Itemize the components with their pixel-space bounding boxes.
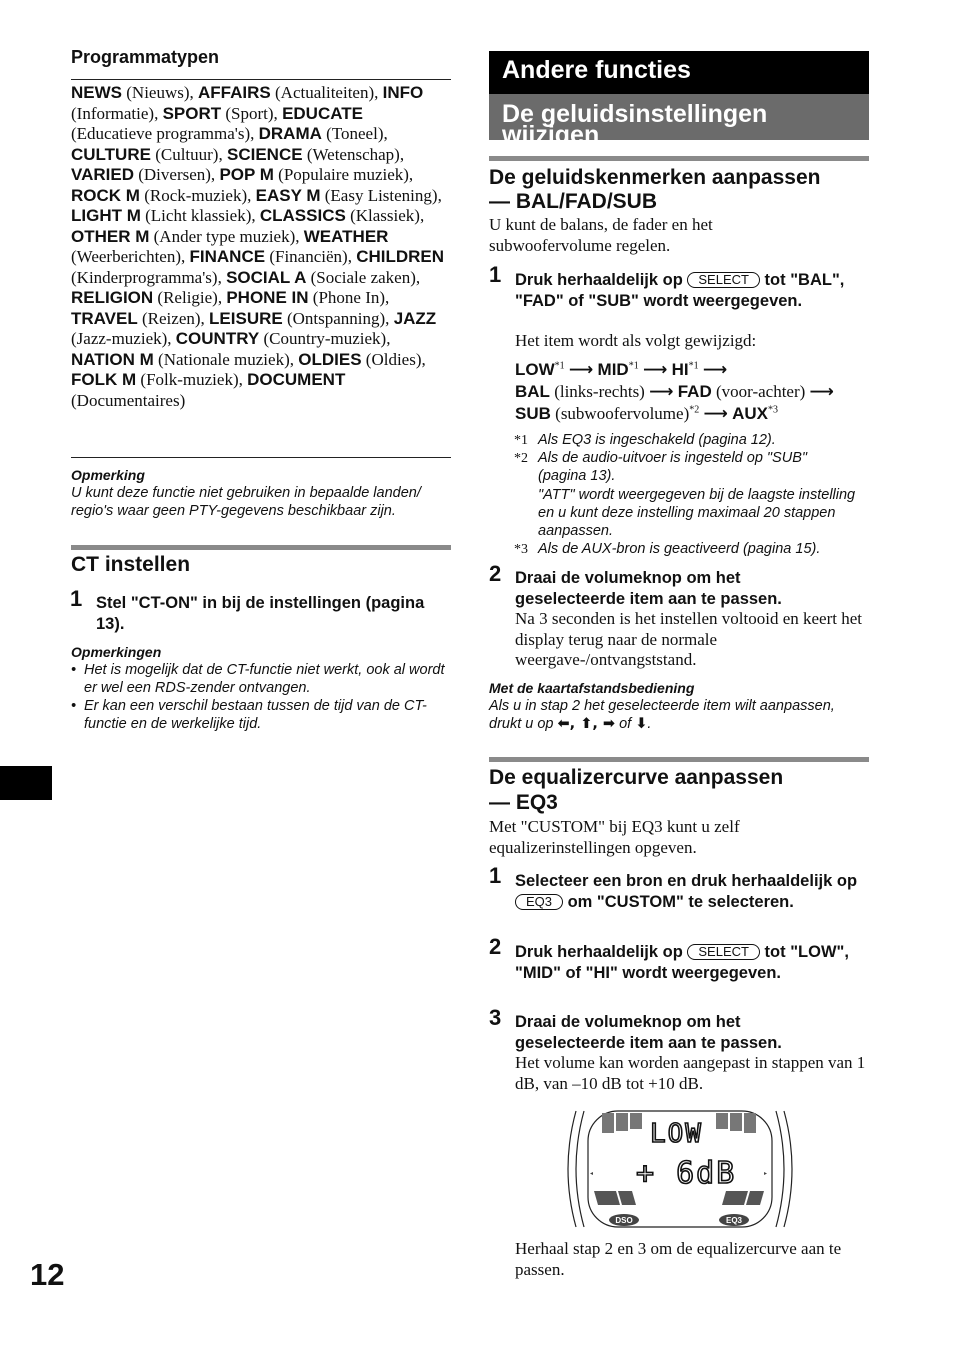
arrow-right-icon: ⟶ [568,360,594,380]
seq-mark: *1 [554,360,565,372]
sec2-heading-line1: De equalizercurve aanpassen [489,766,784,789]
step-number: 1 [70,586,83,611]
card-text-a: Als u in stap 2 het geselecteerde item wilt aanpassen, drukt u op [489,698,835,732]
seq-low: LOW [515,360,555,379]
step-text: tot "BAL", "FAD" of "SUB" wordt weergegeven. [515,271,845,310]
step-number: 2 [489,561,502,586]
seq-mark: *1 [628,360,639,372]
seq-sub: SUB [515,404,551,423]
closing-text: Herhaal stap 2 en 3 om de equalizercurve aan te passen. [515,1239,842,1279]
card-title: Met de kaartafstandsbediening [489,680,695,696]
svg-text:◂: ◂ [590,1170,594,1177]
programme-type-description: (Religie), [153,288,227,307]
programme-type-description: (Kinderprogramma's), [71,267,227,287]
page-number: 12 [30,1257,65,1292]
programme-type-description: (Educatieve programma's), [71,124,259,143]
seq-desc: (subwoofervolume) [550,404,690,423]
programme-type-description: (Actualiteiten), [270,83,383,102]
note-item: Er kan een verschil bestaan tussen de tijd van de CT-functie en de werkelijke tijd. [84,698,427,732]
section-rule [71,545,451,550]
programme-type-code: RELIGION [71,288,154,307]
programme-type-description: (Documentaires) [71,390,186,410]
programme-type-code: TRAVEL [71,308,138,328]
bullet: • [71,662,77,678]
programme-type-code: POP M [219,165,274,184]
seq-fad: FAD [677,382,712,401]
chapter-banner [489,51,869,94]
programme-type-code: COUNTRY [175,329,260,348]
programme-type-description: (Reizen), [137,308,210,328]
step-text: Druk herhaaldelijk op [515,943,688,961]
step-1-sub: Het item wordt als volgt gewijzigd: [515,331,757,350]
programme-type-code: OTHER M [71,226,150,246]
note-text: U kunt deze functie niet gebruiken in bepaalde landen/ regio's waar geen PTY-gegevens beschikbaar zijn. [71,485,421,519]
display-illustration [566,1107,794,1231]
programme-type-description: (Rock-muziek), [139,185,256,205]
card-text-of: of [615,716,636,732]
sec1-heading-line1: De geluidskenmerken aanpassen [489,166,821,189]
programme-type-description: (Nieuws), [122,83,199,102]
step-text: Selecteer een bron en druk herhaaldelijk op [515,872,858,890]
notes-title: Opmerkingen [71,644,162,660]
programme-type-code: SCIENCE [226,144,303,164]
step-number: 1 [489,863,502,888]
seq-mid: MID [597,360,629,379]
footnote-text: Als de audio-uitvoer is ingesteld op "SUB" (pagina 13). [538,450,808,484]
programme-type-description: (Licht klassiek), [140,206,260,225]
sec1-intro: U kunt de balans, de fader en het subwoofervolume regelen. [489,215,713,255]
programme-type-code: LEISURE [209,308,283,328]
programme-type-code: PHONE IN [226,288,309,307]
programme-type-description: (Financiën), [265,247,357,266]
programme-type-code: FINANCE [189,247,266,266]
footnote-mark: *1 [514,433,528,448]
step-number: 2 [489,934,502,959]
programme-type-code: JAZZ [393,308,437,328]
programme-type-description: (Country-muziek), [259,329,391,348]
ct-heading: CT instellen [71,553,191,576]
programme-type-code: INFO [382,83,424,102]
step-2-sub: Na 3 seconden is het instellen voltooid en keert het display terug naar de normale weergave-/ontvangststand. [515,609,862,669]
arrow-right-icon: ⟶ [649,382,674,402]
card-text-end: . [647,716,652,732]
section-rule [489,156,869,161]
programme-type-description: (Cultuur), [150,144,227,164]
select-button: SELECT [687,944,760,960]
bullet: • [71,698,77,714]
programme-type-description: (Diversen), [133,165,220,184]
eq-step-1 [515,871,867,912]
card-text [489,697,869,733]
programme-type-description: (Informatie), [71,103,163,123]
footnote-mark: *2 [514,451,528,466]
svg-text:▸: ▸ [764,1170,768,1177]
programme-type-description: (Jazz-muziek), [71,329,176,348]
step-text: tot "LOW", "MID" of "HI" wordt weergegeven. [515,943,849,982]
select-button: SELECT [687,272,760,288]
programme-type-list [71,83,447,411]
arrow-right-icon: ⟶ [702,360,728,380]
seq-mark: *1 [688,360,699,372]
seq-hi: HI [671,360,689,379]
programme-type-description: (Easy Listening), [320,185,442,205]
step-number: 1 [489,262,502,287]
programme-type-description: (Ontspanning), [282,308,394,328]
eq-step-3: Draai de volumeknop om het geselecteerde item aan te passen. [515,1013,782,1052]
arrow-right-icon: ⟶ [703,404,728,424]
chapter-tab [0,766,52,800]
bal-step-1 [515,270,867,311]
divider [71,457,451,458]
eq3-button: EQ3 [515,894,563,910]
seq-mark: *2 [689,404,700,416]
dso-label: DSO [615,1216,633,1225]
programme-type-code: OLDIES [298,349,362,369]
divider [71,79,451,80]
section-banner [489,94,869,149]
programme-type-description: (Oldies), [361,349,426,369]
section-title: De geluidsinstellingen wijzigen [502,100,768,149]
chapter-title: Andere functies [502,56,691,84]
seq-bal: BAL [515,382,550,401]
programme-type-description: (Weerberichten), [71,247,190,266]
programme-type-code: SPORT [162,103,222,123]
seq-mark: *3 [768,404,779,416]
setting-sequence [515,359,869,425]
programme-type-code: CLASSICS [259,206,346,225]
footnote-text: Als de AUX-bron is geactiveerd (pagina 15). [538,541,821,557]
arrow-right-icon: ⟶ [809,382,834,402]
programme-type-description: (Phone In), [308,288,390,307]
programme-type-description: (Nationale muziek), [153,349,299,369]
eq-step-3-sub: Het volume kan worden aangepast in stappen van 1 dB, van –10 dB tot +10 dB. [515,1053,866,1093]
footnote-text: Als EQ3 is ingeschakeld (pagina 12). [538,432,776,448]
programme-type-description: (Folk-muziek), [136,370,248,389]
step-text: om "CUSTOM" te selecteren. [563,892,794,911]
programme-type-code: WEATHER [303,226,389,246]
step-text: Druk herhaaldelijk op [515,271,688,289]
programme-type-description: (Toneel), [321,124,388,143]
programme-type-code: NEWS [71,83,122,102]
sec1-heading-line2: — BAL/FAD/SUB [489,190,657,213]
seq-aux: AUX [732,404,769,423]
programme-type-description: (Populaire muziek), [273,165,414,184]
arrow-down-icon: ⬇ [635,716,648,732]
bal-step-2: Draai de volumeknop om het geselecteerde item aan te passen. [515,569,782,608]
programme-type-code: EDUCATE [282,103,363,123]
sec2-intro: Met "CUSTOM" bij EQ3 kunt u zelf equalizerinstellingen opgeven. [489,817,740,857]
note-item: Het is mogelijk dat de CT-functie niet werkt, ook al wordt er wel een RDS-zender ontvangen. [84,662,445,696]
programme-type-description: (Sport), [221,103,283,123]
arrow-right-icon: ⟶ [642,360,668,380]
display-line-1: LOW [650,1119,703,1149]
programme-type-description: (Sociale zaken), [306,267,421,287]
programmatypen-heading: Programmatypen [71,47,220,67]
programme-type-code: AFFAIRS [198,83,271,102]
note-title: Opmerking [71,467,145,483]
programme-type-code: DRAMA [258,124,322,143]
footnote-mark: *3 [514,542,528,557]
sec2-heading-line2: — EQ3 [489,791,558,814]
seq-desc: (links-rechts) [549,382,650,401]
eq-step-2 [515,942,867,983]
programme-type-description: (Ander type muziek), [149,226,304,246]
programme-type-code: SOCIAL A [226,267,307,287]
programme-type-code: DOCUMENT [247,370,346,389]
programme-type-code: NATION M [71,349,154,369]
programme-type-code: VARIED [71,165,134,184]
direction-arrows-icon: ⬅, ⬆, ➡ [557,716,616,732]
programme-type-code: LIGHT M [71,206,141,225]
display-line-2: + 6dB [636,1156,737,1191]
programme-type-code: FOLK M [71,370,137,389]
eq3-label: EQ3 [725,1216,743,1225]
seq-desc: (voor-achter) [711,382,810,401]
programme-type-code: CHILDREN [356,247,445,266]
programme-type-code: EASY M [255,185,321,205]
programme-type-description: (Klassiek), [345,206,425,225]
ct-step-1: Stel "CT-ON" in bij de instellingen (pagina 13). [96,594,425,633]
programme-type-code: CULTURE [71,144,151,164]
section-rule [489,757,869,762]
step-number: 3 [489,1005,502,1030]
programme-type-description: (Wetenschap), [302,144,405,164]
programme-type-code: ROCK M [71,185,140,205]
footnote-text: "ATT" wordt weergegeven bij de laagste instelling en u kunt deze instelling maximaal 20 stappen aanpassen. [538,487,856,539]
